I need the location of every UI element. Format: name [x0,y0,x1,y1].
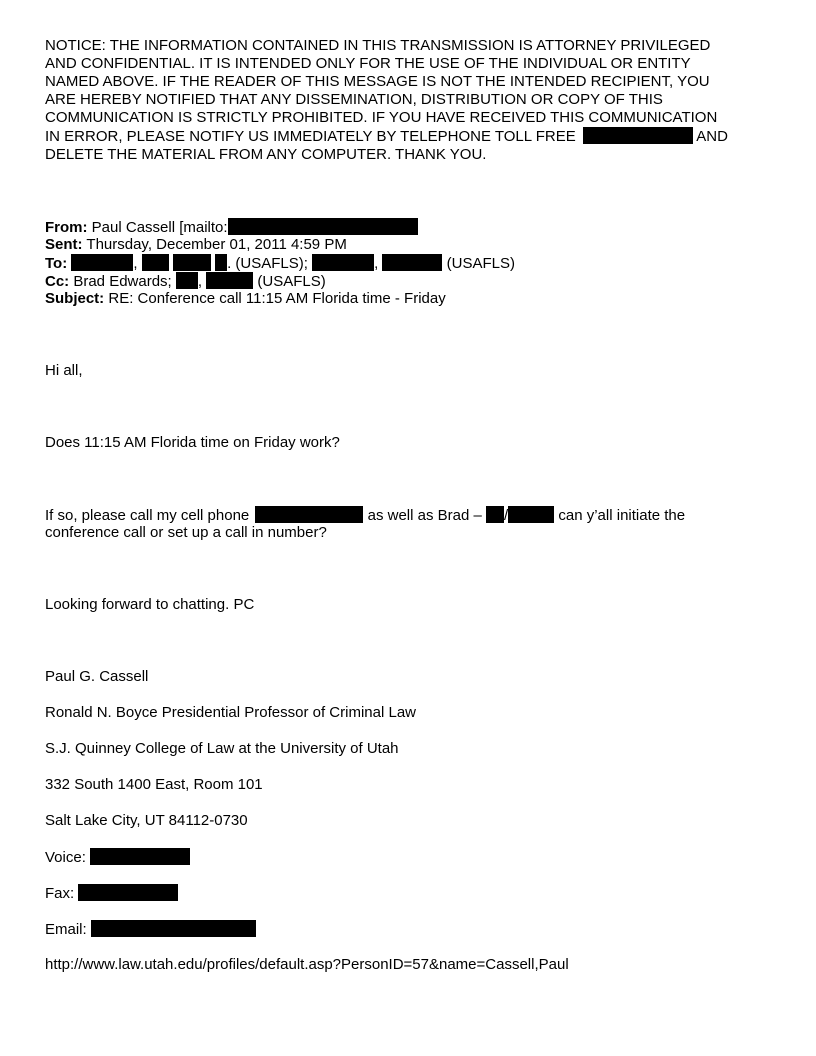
fax-label: Fax: [45,885,75,902]
cc-line [45,272,326,291]
confidentiality-notice [45,37,775,164]
to-separator: , [133,255,138,272]
notice-line: DELETE THE MATERIAL FROM ANY COMPUTER. THANK YOU. [45,146,487,163]
redaction-recipient [382,254,442,271]
to-separator: , [374,255,379,272]
cc-usafls: (USAFLS) [257,273,326,290]
call-slash: / [504,507,509,524]
redaction-cell-phone [255,506,363,523]
call-text: as well as Brad – [367,507,482,524]
email-line [45,920,256,939]
sent-value: Thursday, December 01, 2011 4:59 PM [86,236,347,253]
to-usafls: . (USAFLS); [227,255,308,272]
subject-line [45,290,446,308]
redaction-recipient [71,254,133,271]
signature-title: Ronald N. Boyce Presidential Professor of Criminal Law [45,704,416,721]
notice-line: NAMED ABOVE. IF THE READER OF THIS MESSAGE IS NOT THE INTENDED RECIPIENT, YOU [45,73,710,90]
email-label: Email: [45,921,87,938]
greeting: Hi all, [45,362,83,379]
cc-value: Brad Edwards; [73,273,172,290]
call-request-line-2: conference call or set up a call in number? [45,524,327,541]
cc-separator: , [197,273,203,290]
sent-label: Sent: [45,236,83,253]
from-label: From: [45,219,88,236]
subject-label: Subject: [45,290,105,307]
notice-line [45,127,775,146]
redaction-email-link [91,920,256,937]
signature-address-1: 332 South 1400 East, Room 101 [45,776,263,793]
notice-line: COMMUNICATION IS STRICTLY PROHIBITED. IF YOU HAVE RECEIVED THIS COMMUNICATION [45,109,718,126]
redaction-recipient [173,254,211,271]
question: Does 11:15 AM Florida time on Friday work? [45,434,340,451]
profile-url[interactable]: http://www.law.utah.edu/profiles/default.asp?PersonID=57&name=Cassell,Paul [45,956,569,973]
to-label: To: [45,255,68,272]
cc-label: Cc: [45,273,70,290]
redaction-recipient [312,254,374,271]
call-text: If so, please call my cell phone [45,507,250,524]
signature-name: Paul G. Cassell [45,668,149,685]
redaction-phone [486,506,504,523]
from-line [45,218,418,237]
signature-school: S.J. Quinney College of Law at the University of Utah [45,740,399,757]
subject-value: RE: Conference call 11:15 AM Florida time - Friday [108,290,446,307]
redaction-fax [78,884,178,901]
redaction-phone [583,127,693,144]
notice-line: NOTICE: THE INFORMATION CONTAINED IN THIS TRANSMISSION IS ATTORNEY PRIVILEGED [45,37,711,54]
voice-line [45,848,190,867]
closing: Looking forward to chatting. PC [45,596,255,613]
call-request-line [45,506,685,525]
redaction-recipient [142,254,169,271]
redaction-recipient [176,272,198,289]
redaction-recipient [215,254,227,271]
sent-line [45,236,347,254]
redaction-email [228,218,418,235]
from-value: Paul Cassell [mailto: [91,219,228,236]
notice-line: ARE HEREBY NOTIFIED THAT ANY DISSEMINATION, DISTRIBUTION OR COPY OF THIS [45,91,663,108]
to-usafls: (USAFLS) [446,255,515,272]
redaction-recipient [206,272,253,289]
to-line [45,254,515,273]
notice-line: AND CONFIDENTIAL. IT IS INTENDED ONLY FOR THE USE OF THE INDIVIDUAL OR ENTITY [45,55,691,72]
fax-line [45,884,178,903]
call-text: can y’all initiate the [558,507,686,524]
notice-line-text: IN ERROR, PLEASE NOTIFY US IMMEDIATELY BY TELEPHONE TOLL FREE [45,128,576,145]
signature-address-2: Salt Lake City, UT 84112-0730 [45,812,248,829]
redaction-voice [90,848,190,865]
voice-label: Voice: [45,849,86,866]
notice-line-text: AND [696,128,728,145]
redaction-phone [508,506,554,523]
